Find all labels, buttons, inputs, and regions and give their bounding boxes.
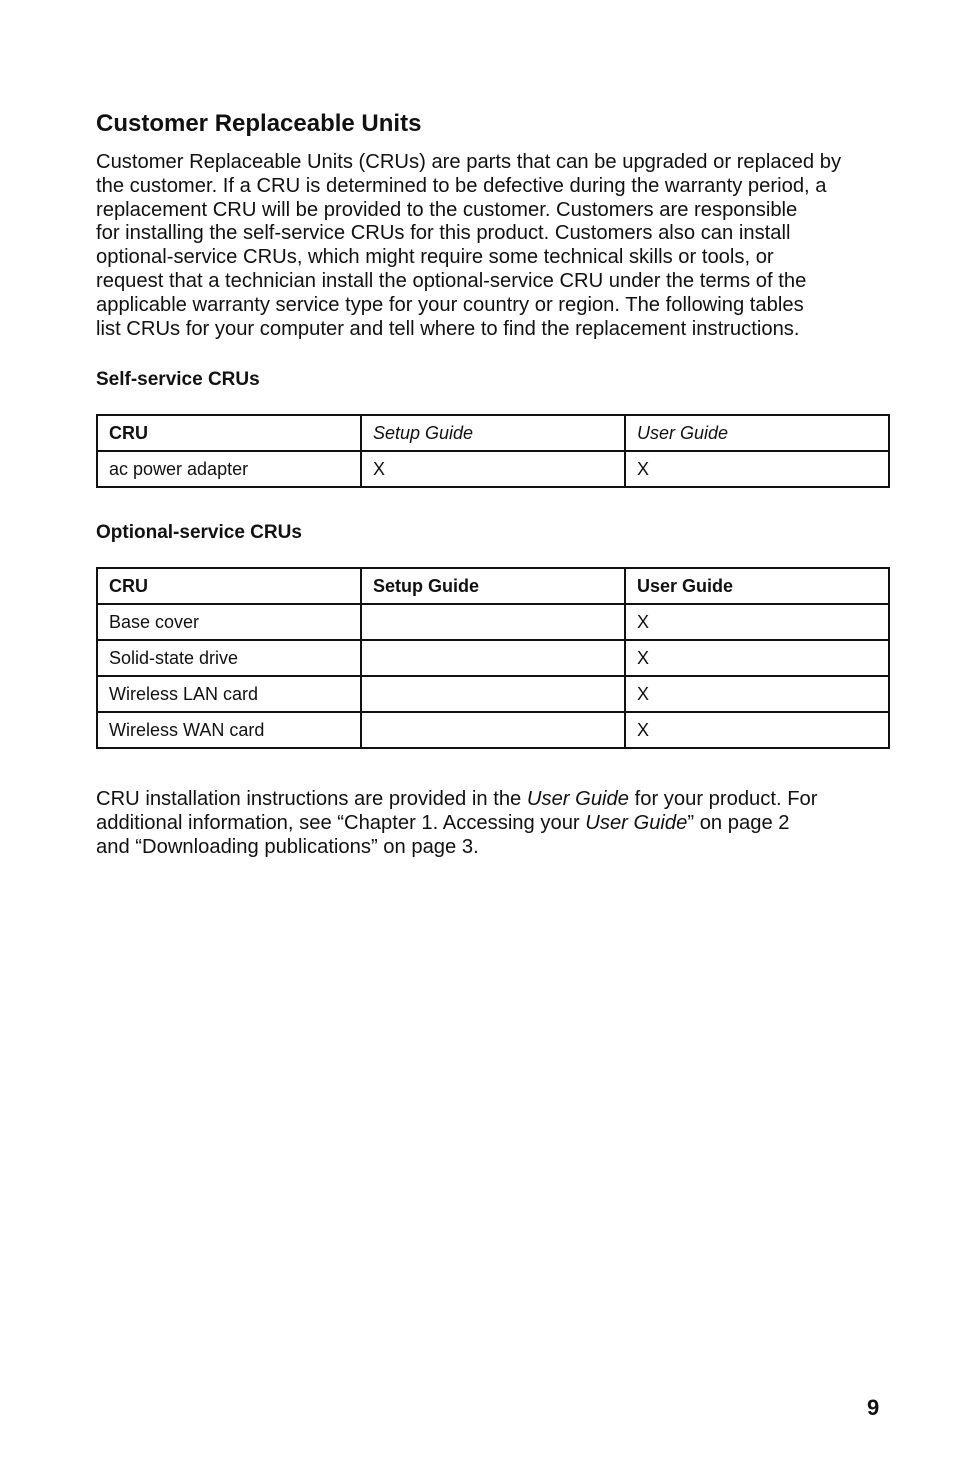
cell-user-guide: X (625, 604, 889, 640)
optional-service-heading: Optional-service CRUs (96, 522, 302, 543)
cell-setup-guide (361, 604, 625, 640)
closing-text: CRU installation instructions are provided in the (96, 788, 527, 810)
cell-user-guide: X (625, 640, 889, 676)
table-header-row (97, 415, 889, 451)
intro-line: replacement CRU will be provided to the customer. Customers are responsible (96, 198, 798, 221)
cell-setup-guide (361, 676, 625, 712)
closing-paragraph (96, 788, 888, 859)
table-row (97, 676, 889, 712)
cell-cru: Solid-state drive (97, 640, 361, 676)
page-title: Customer Replaceable Units (96, 110, 422, 137)
intro-line: optional-service CRUs, which might require some technical skills or tools, or (96, 246, 774, 269)
cell-setup-guide (361, 640, 625, 676)
intro-line: for installing the self-service CRUs for this product. Customers also can install (96, 222, 791, 245)
cell-cru: Wireless WAN card (97, 712, 361, 748)
table-row (97, 712, 889, 748)
table-row (97, 604, 889, 640)
header-user-guide: User Guide (625, 568, 889, 604)
cell-cru: Base cover (97, 604, 361, 640)
cell-setup-guide: X (361, 451, 625, 487)
intro-line: Customer Replaceable Units (CRUs) are parts that can be upgraded or replaced by (96, 151, 842, 173)
cell-setup-guide (361, 712, 625, 748)
intro-line: list CRUs for your computer and tell where to find the replacement instructions. (96, 317, 800, 340)
closing-line: and “Downloading publications” on page 3. (96, 835, 479, 858)
intro-line: request that a technician install the optional-service CRU under the terms of the (96, 269, 807, 292)
table-row (97, 451, 889, 487)
user-guide-reference: User Guide (526, 788, 629, 810)
closing-line (96, 812, 888, 836)
header-cru: CRU (97, 568, 361, 604)
table-row (97, 640, 889, 676)
closing-text: ” on page 2 (687, 811, 790, 834)
cell-user-guide: X (625, 451, 889, 487)
intro-line: the customer. If a CRU is determined to be defective during the warranty period, a (96, 174, 827, 197)
user-guide-reference: User Guide (585, 811, 688, 834)
cell-cru: ac power adapter (97, 451, 361, 487)
page-number: 9 (867, 1395, 880, 1420)
closing-text: for your product. For (629, 788, 818, 810)
intro-line: applicable warranty service type for your country or region. The following tables (96, 293, 804, 316)
cell-user-guide: X (625, 676, 889, 712)
self-service-table (96, 414, 890, 488)
cell-cru: Wireless LAN card (97, 676, 361, 712)
header-setup-guide: Setup Guide (361, 568, 625, 604)
table-header-row (97, 568, 889, 604)
header-setup-guide: Setup Guide (361, 415, 625, 451)
closing-text: additional information, see “Chapter 1. Accessing your (96, 811, 586, 834)
header-cru: CRU (97, 415, 361, 451)
cell-user-guide: X (625, 712, 889, 748)
self-service-heading: Self-service CRUs (96, 369, 260, 390)
optional-service-table (96, 567, 890, 749)
header-user-guide: User Guide (625, 415, 889, 451)
intro-paragraph (96, 151, 888, 341)
closing-line (96, 788, 888, 812)
